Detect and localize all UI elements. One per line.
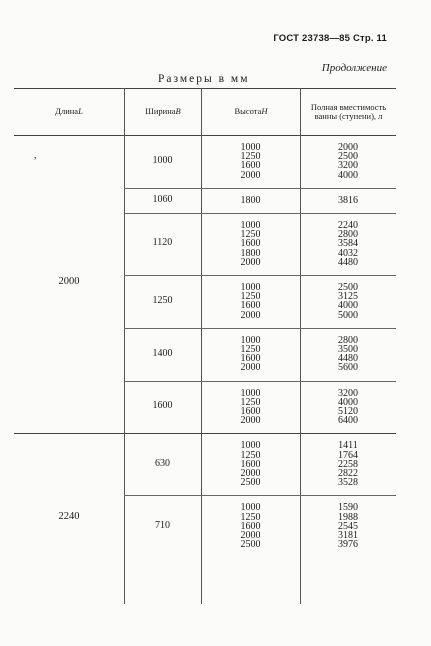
cell-capacity: 2000 2500 3200 4000	[338, 142, 358, 181]
cell-width: 1120	[152, 237, 173, 249]
cell-width: 1400	[152, 347, 173, 359]
cell-width: 710	[155, 519, 170, 531]
cell-capacity: 2500 3125 4000 5000	[338, 282, 358, 321]
cell-width: 630	[155, 457, 170, 469]
cell-length: 2000	[58, 276, 80, 288]
cell-width: 1250	[152, 294, 173, 306]
row-divider	[124, 495, 396, 496]
dimensions-table	[14, 88, 396, 604]
cell-width: 1060	[152, 193, 173, 205]
cell-width: 1000	[152, 154, 173, 166]
cell-heights: 1000 1250 1600 2000 2500	[240, 502, 261, 551]
row-divider	[124, 275, 396, 276]
cell-heights: 1000 1250 1600 2000	[240, 282, 261, 321]
cell-capacity: 1411 1764 2258 2822 3528	[338, 440, 358, 489]
page-header: ГОСТ 23738—85 Стр. 11	[273, 33, 387, 44]
row-divider	[124, 213, 396, 214]
table-caption: Размеры в мм	[158, 73, 250, 85]
cell-heights: 1000 1250 1600 2000	[240, 142, 261, 181]
group-divider	[14, 433, 396, 434]
header-bottom-rule	[14, 135, 396, 136]
cell-heights: 1800	[240, 194, 261, 206]
cell-length: 2240	[58, 510, 80, 522]
header-capacity: Полная вместимость ванны (ступени), л	[310, 101, 387, 121]
continuation-label: Продолжение	[321, 62, 387, 74]
cell-heights: 1000 1250 1600 2000	[240, 334, 261, 374]
cell-capacity: 2800 3500 4480 5600	[338, 334, 358, 374]
cell-heights: 1000 1250 1600 1800 2000	[240, 220, 261, 268]
cell-capacity: 3200 4000 5120 6400	[338, 387, 358, 427]
cell-width: 1600	[152, 400, 173, 412]
header-length: Длина L	[55, 106, 83, 116]
header-width: Ширина B	[145, 106, 181, 116]
cell-capacity: 2240 2800 3584 4032 4480	[338, 220, 358, 268]
cell-capacity: 1590 1988 2545 3181 3976	[338, 502, 358, 551]
scan-mark: ,	[34, 150, 37, 161]
row-divider	[124, 328, 396, 329]
row-divider	[124, 381, 396, 382]
row-divider	[124, 188, 396, 189]
cell-capacity: 3816	[338, 194, 358, 206]
cell-heights: 1000 1250 1600 2000 2500	[240, 440, 261, 489]
cell-heights: 1000 1250 1600 2000	[240, 387, 261, 427]
header-height: Высота H	[234, 106, 268, 116]
